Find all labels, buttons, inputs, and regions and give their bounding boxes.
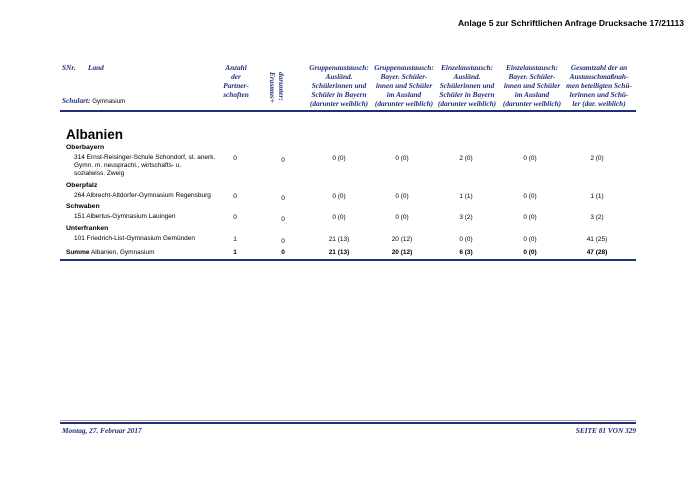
cell-single-out: 0 (0) <box>523 193 537 200</box>
cell-group-out: 20 (12) <box>391 236 413 243</box>
header-col-partnerships: Anzahl der Partner- schaften <box>223 63 249 99</box>
header-snr: SNr. <box>62 63 76 72</box>
cell-erasmus: 0 <box>281 157 285 164</box>
cell-total: 41 (25) <box>586 236 608 243</box>
cell-partnerships: 1 <box>233 236 237 243</box>
header-rule <box>60 110 636 112</box>
cell-partnerships: 0 <box>233 193 237 200</box>
cell-total: 2 (0) <box>590 155 604 162</box>
school-name: 101 Friedrich-List-Gymnasium Gemünden <box>74 235 196 242</box>
region-heading: Oberbayern <box>66 144 105 151</box>
header-schulart-label: Schulart: <box>62 96 91 105</box>
cell-total: 3 (2) <box>590 214 604 221</box>
cell-erasmus: 0 <box>281 238 285 245</box>
summary-label <box>66 249 155 256</box>
cell-group-out: 0 (0) <box>395 155 409 162</box>
cell-erasmus: 0 <box>281 195 285 202</box>
cell-total: 1 (1) <box>590 193 604 200</box>
sum-group-out: 20 (12) <box>391 249 413 256</box>
sum-single-out: 0 (0) <box>523 249 537 256</box>
cell-group-out: 0 (0) <box>395 193 409 200</box>
summary-label-rest: Albanien, Gymnasium <box>90 249 155 256</box>
cell-erasmus: 0 <box>281 216 285 223</box>
cell-single-in: 3 (2) <box>459 214 473 221</box>
header-schulart-value: Gymnasium <box>92 98 126 105</box>
summary-rule <box>60 259 636 261</box>
cell-group-in: 0 (0) <box>332 155 346 162</box>
footer-rule-light <box>60 420 636 421</box>
cell-group-in: 0 (0) <box>332 214 346 221</box>
cell-partnerships: 0 <box>233 214 237 221</box>
region-heading: Schwaben <box>66 203 100 210</box>
summary-label-bold: Summe <box>66 249 90 256</box>
cell-single-in: 1 (1) <box>459 193 473 200</box>
school-name: 151 Albertus-Gymnasium Lauingen <box>74 213 176 220</box>
region-heading: Oberpfalz <box>66 182 98 189</box>
header-land: Land <box>88 63 104 72</box>
cell-group-in: 21 (13) <box>328 236 350 243</box>
header-col-group-in: Gruppenaustausch: Ausländ. Schülerinnen und Schüler in Bayern (darunter weiblich) <box>309 63 369 108</box>
region-heading: Unterfranken <box>66 225 109 232</box>
header-col-single-out: Einzelaustausch: Bayer. Schüler- innen und Schüler im Ausland (darunter weiblich) <box>502 63 562 108</box>
cell-single-out: 0 (0) <box>523 214 537 221</box>
cell-partnerships: 0 <box>233 155 237 162</box>
cell-group-in: 0 (0) <box>332 193 346 200</box>
header-col-erasmus: darunter: Erasmus+ <box>268 72 286 103</box>
sum-total: 47 (28) <box>586 249 608 256</box>
school-name: 314 Ernst-Reisinger-Schule Schondorf, st. anerk. Gymn. m. neusprachl., wirtschafts- u. sozialwiss. Zweig <box>74 154 216 178</box>
header-col-total: Gesamtzahl der an Austauschmaßnah- men beteiligten Schü- lerinnen und Schü- ler (dar. weiblich) <box>566 63 632 108</box>
footer-page-number: SEITE 81 VON 329 <box>575 426 636 435</box>
sum-group-in: 21 (13) <box>328 249 350 256</box>
document-reference: Anlage 5 zur Schriftlichen Anfrage Drucksache 17/21113 <box>458 18 684 28</box>
cell-single-in: 2 (0) <box>459 155 473 162</box>
cell-group-out: 0 (0) <box>395 214 409 221</box>
header-schulart <box>62 97 125 107</box>
header-col-group-out: Gruppenaustausch: Bayer. Schüler- innen und Schüler im Ausland (darunter weiblich) <box>374 63 434 108</box>
sum-single-in: 6 (3) <box>459 249 473 256</box>
footer-rule <box>60 422 636 424</box>
school-name: 264 Albrecht-Altdorfer-Gymnasium Regensburg <box>74 192 211 199</box>
country-heading: Albanien <box>66 127 124 142</box>
sum-erasmus: 0 <box>281 249 285 256</box>
cell-single-out: 0 (0) <box>523 236 537 243</box>
sum-partnerships: 1 <box>233 249 237 256</box>
cell-single-out: 0 (0) <box>523 155 537 162</box>
cell-single-in: 0 (0) <box>459 236 473 243</box>
header-col-single-in: Einzelaustausch: Ausländ. Schülerinnen und Schüler in Bayern (darunter weiblich) <box>437 63 497 108</box>
footer-date: Montag, 27. Februar 2017 <box>62 426 142 435</box>
